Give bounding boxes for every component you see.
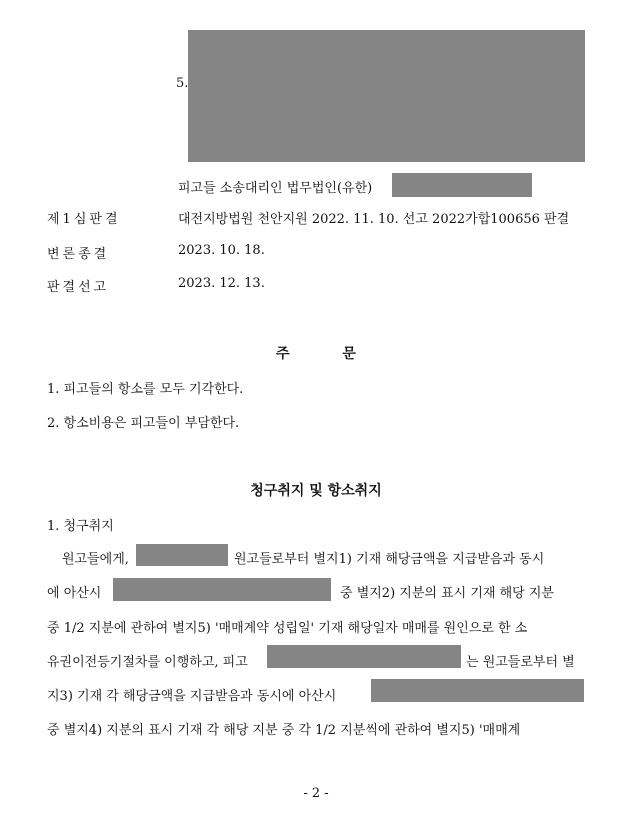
counsel-label: 피고들 소송대리인 법무법인(유한) — [178, 181, 373, 196]
judgment-item-2: 2. 항소비용은 피고들이 부담한다. — [47, 416, 240, 431]
claims-line-1-start: 원고들에게, — [62, 552, 129, 567]
redacted-block — [188, 30, 585, 162]
claims-line-2-start: 에 아산시 — [47, 586, 102, 601]
redacted-plaintiff-name — [136, 544, 228, 566]
claims-line-1-end: 원고들로부터 별지1) 기재 해당금액을 지급받음과 동시 — [234, 552, 545, 567]
judgment-item-1: 1. 피고들의 항소를 모두 기각한다. — [47, 382, 244, 397]
case-info-label-closing: 변론종결 — [47, 247, 110, 262]
case-info-label-first-instance: 제1심판결 — [47, 212, 121, 227]
claims-subtitle: 1. 청구취지 — [47, 519, 114, 534]
claims-title: 청구취지 및 항소취지 — [250, 483, 382, 499]
claims-line-2-end: 중 별지2) 지분의 표시 기재 해당 지분 — [340, 586, 554, 601]
page-number: - 2 - — [303, 786, 329, 801]
case-info-value-closing: 2023. 10. 18. — [178, 243, 265, 258]
redacted-address-1 — [113, 578, 331, 601]
claims-line-4-end: 는 원고들로부터 별 — [466, 655, 575, 670]
case-info-value-first-instance: 대전지방법원 천안지원 2022. 11. 10. 선고 2022가합100656 판결 — [178, 212, 570, 227]
judgment-title: 주 문 — [276, 346, 356, 362]
claims-line-5-start: 지3) 기재 각 해당금액을 지급받음과 동시에 아산시 — [47, 689, 337, 704]
redacted-counsel-name — [392, 173, 532, 197]
case-info-label-sentence: 판결선고 — [47, 280, 110, 295]
redacted-defendant-name — [267, 645, 461, 668]
claims-line-4-start: 유권이전등기절차를 이행하고, 피고 — [47, 655, 248, 670]
redacted-address-2 — [371, 679, 584, 702]
claims-line-3: 중 1/2 지분에 관하여 별지5) '매매계약 성립일' 기재 해당일자 매매를 원인으로 한 소 — [47, 621, 528, 636]
case-info-value-sentence: 2023. 12. 13. — [178, 276, 265, 291]
claims-line-6: 중 별지4) 지분의 표시 기재 각 해당 지분 중 각 1/2 지분씩에 관하여 별지5) '매매계 — [47, 723, 521, 738]
item-number: 5. — [176, 76, 189, 91]
